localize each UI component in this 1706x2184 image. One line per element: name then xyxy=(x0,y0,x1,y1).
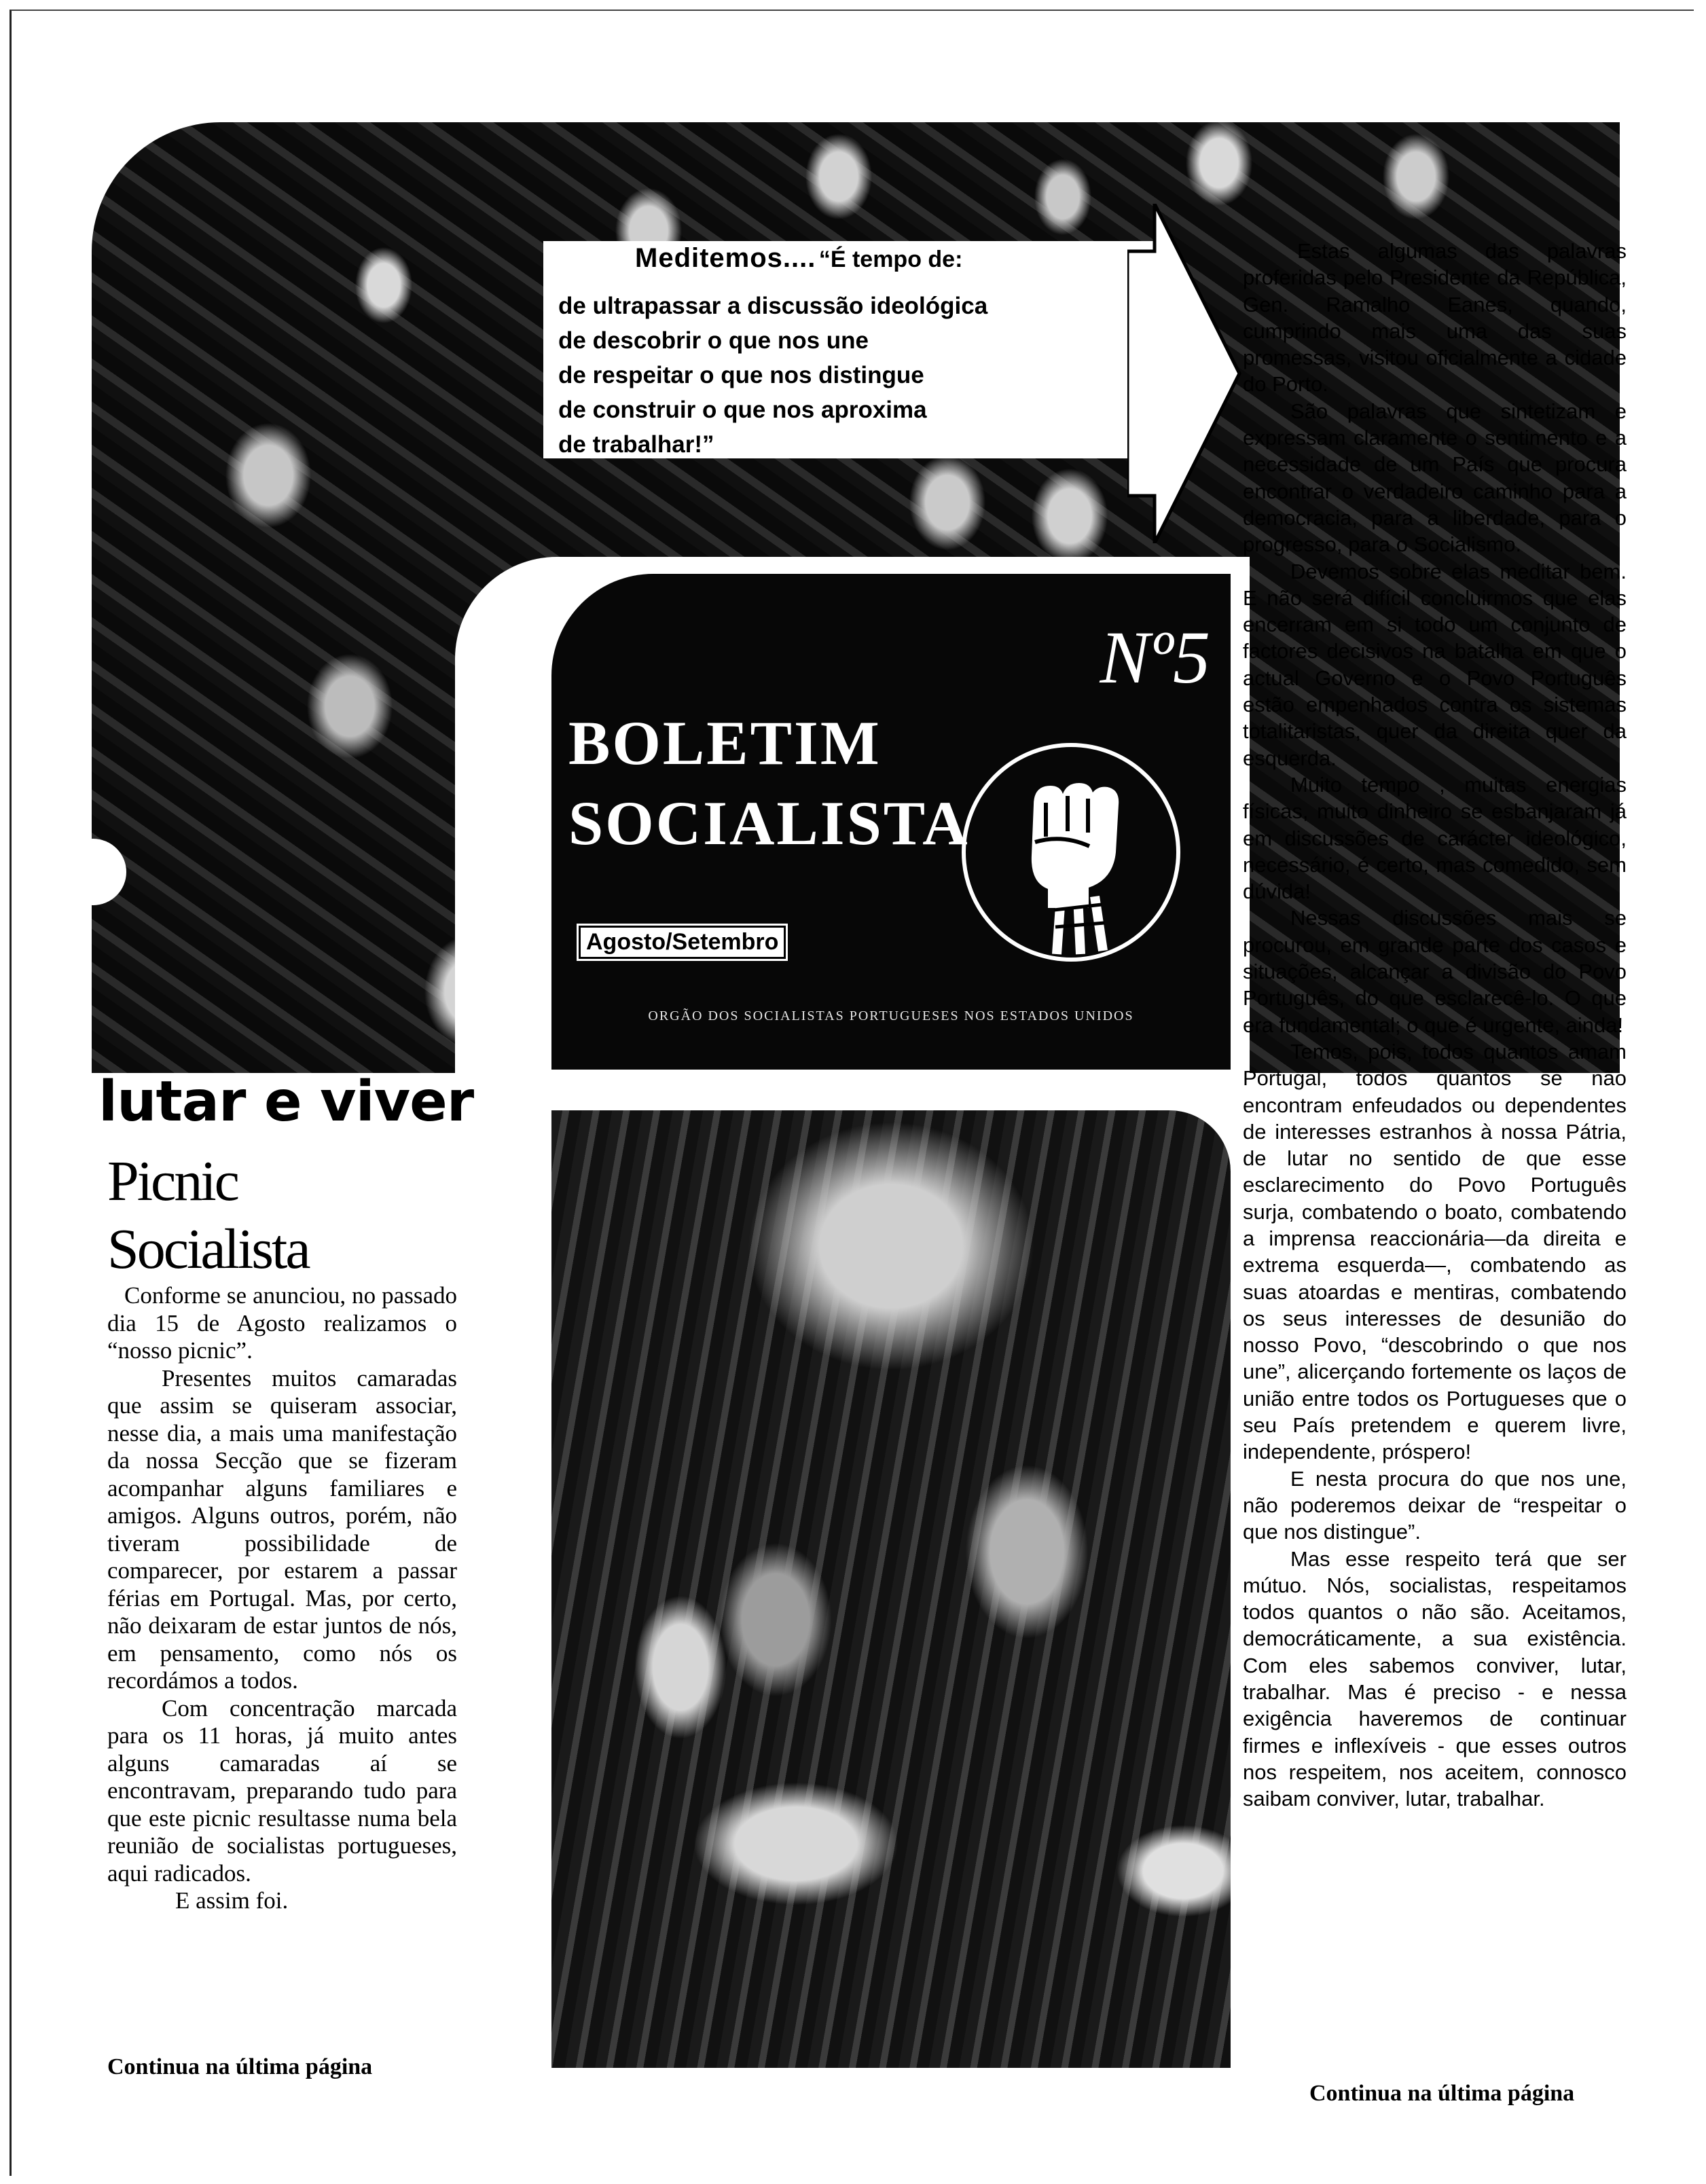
quote-lead: Meditemos.... xyxy=(635,243,816,273)
right-paragraph: E nesta procura do que nos une, não poderemos deixar de “respeitar o que nos distingue”. xyxy=(1243,1466,1627,1544)
right-paragraph: Devemos sobre elas meditar bem. E não será difícil concluirmos que elas encerram em si todo um conjunto de factores decisivos na batalha em que o actual Governo e o Povo Português estão empenhados contra os sistemas totalitaristas, quer da direita quer da esquerda. xyxy=(1243,559,1627,770)
right-paragraph: Temos, pois, todos quantos amam Portugal, todos quantos se não encontram enfeudados ou dependentes de interesses estranhos à nossa Pátria, de lutar no sentido de que esse esclarecimento do Povo Português surja, combatendo o boato, combatendo a imprensa reaccionária—da direita e extrema esquerda—, combatendo as suas atoardas e mentiras, combatendo os seus interesses de desunião do nosso Povo, “descobrindo o que nos une”, alicerçando fortemente os laços de união entre todos os Portugueses que o seu País pretendem e querem livre, independente, próspero! xyxy=(1243,1039,1627,1464)
quote-heading xyxy=(635,243,962,274)
right-article xyxy=(1243,238,1627,1813)
masthead-subtitle: ORGÃO DOS SOCIALISTAS PORTUGUESES NOS ESTADOS UNIDOS xyxy=(648,1008,1134,1023)
quote-line: de trabalhar!” xyxy=(558,431,714,458)
quote-line: de descobrir o que nos une xyxy=(558,327,869,354)
quote-lines xyxy=(558,289,987,462)
title-line-1: BOLETIM xyxy=(568,708,882,778)
issue-number: Nº5 xyxy=(1100,616,1210,699)
right-paragraph: Muito tempo , muitas energias físicas, muito dinheiro se esbanjaram já em discussões de carácter ideológico, necessário, é certo, mas comedido, sem dúvida! xyxy=(1243,772,1627,904)
quote-line: de construir o que nos aproxima xyxy=(558,397,927,423)
issue-date: Agosto/Setembro xyxy=(579,926,786,959)
left-paragraph: E assim foi. xyxy=(175,1887,289,1914)
right-paragraph: Nessas discussões mais se procurou, em grande parte dos casos e situações, alcançar a divisão do Povo Português, do que esclarecê-lo. O que era fundamental; o que é urgente, ainda! xyxy=(1243,906,1627,1037)
left-paragraph: Com concentração marcada para os 11 horas, já muito antes alguns camaradas aí se encontravam, preparando tudo para que este picnic resultasse numa bela reunião de socialistas portugueses, aqui radicados. xyxy=(107,1694,457,1887)
masthead xyxy=(551,574,1231,1070)
quote-line: de ultrapassar a discussão ideológica xyxy=(558,293,988,319)
right-paragraph: São palavras que sintetizam e expressam claramente o sentimento e a necessidade de um País que procura encontrar o verdadeiro caminho para a democracia, para a liberdade, para o progresso, para o Socialismo. xyxy=(1243,399,1627,557)
left-article xyxy=(107,1282,457,1915)
publication-title xyxy=(568,703,970,863)
arrow-shape xyxy=(1127,204,1243,543)
quote-line: de respeitar o que nos distingue xyxy=(558,362,924,388)
article-title xyxy=(107,1148,309,1284)
right-paragraph: Estas algumas das palavras proferidas pelo Presidente da República, Gen. Ramalho Eanes, quando, cumprindo mais uma das suas promessas, visitou oficialmente a cidade do Porto. xyxy=(1243,239,1627,397)
left-paragraph: Presentes muitos camaradas que assim se quiseram associar, nesse dia, a mais uma manifestação da nossa Secção que se fizeram acompanhar alguns familiares e amigos. Alguns outros, porém, não tiveram possibilidade de comparecer, por estarem a passar férias em Portugal. Mas, por certo, não deixaram de estar juntos de nós, em pensamento, como nós os recordámos a todos. xyxy=(107,1364,457,1694)
headline: lutar e viver xyxy=(98,1070,474,1134)
raised-fist-icon xyxy=(959,740,1183,964)
article-title-line-2: Socialista xyxy=(107,1218,309,1281)
continue-note-left: Continua na última página xyxy=(107,2054,373,2079)
left-paragraph: Conforme se anunciou, no passado dia 15 de Agosto realizamos o “nosso picnic”. xyxy=(107,1282,457,1364)
continue-note-right: Continua na última página xyxy=(1309,2081,1575,2106)
title-line-2: SOCIALISTA xyxy=(568,788,970,858)
quote-lead-rest: “É tempo de: xyxy=(818,247,963,272)
binder-hole xyxy=(60,839,126,905)
picnic-photo xyxy=(551,1110,1231,2068)
right-paragraph: Mas esse respeito terá que ser mútuo. Nós, socialistas, respeitamos todos quantos o não são. Aceitamos, democráticamente, a sua existência. Com eles sabemos conviver, lutar, trabalhar. Mas é preciso - e nessa exigência haveremos de continuar firmes e inflexíveis - que esses outros nos respeitem, nos aceitem, connosco saibam conviver, lutar, trabalhar. xyxy=(1243,1546,1627,1811)
article-title-line-1: Picnic xyxy=(107,1150,238,1213)
